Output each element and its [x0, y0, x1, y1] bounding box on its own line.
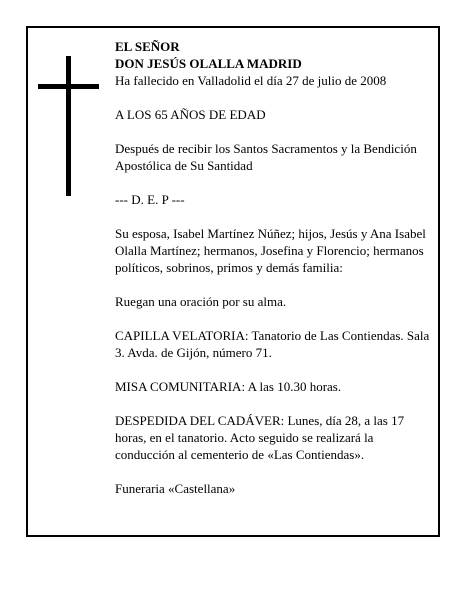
mass-info: MISA COMUNITARIA: A las 10.30 horas.: [115, 379, 342, 394]
cross-vertical-bar: [66, 56, 71, 196]
chapel-info: CAPILLA VELATORIA: Tanatorio de Las Contiendas. Sala 3. Avda. de Gijón, número 71.: [115, 328, 430, 360]
family-text: Su esposa, Isabel Martínez Núñez; hijos, Jesús y Ana Isabel Olalla Martínez; hermanos, Josefina y Florencio; hermanos políticos, sobrinos, primos y demás familia:: [115, 226, 426, 275]
deceased-name: DON JESÚS OLALLA MADRID: [115, 56, 302, 71]
rip-line: --- D. E. P ---: [115, 192, 185, 207]
title-line-1: EL SEÑOR: [115, 39, 180, 54]
age-line: A LOS 65 AÑOS DE EDAD: [115, 107, 266, 122]
sacraments-text: Después de recibir los Santos Sacramentos y la Bendición Apostólica de Su Santidad: [115, 141, 417, 173]
obituary-text: [115, 38, 430, 497]
funeral-home: Funeraria «Castellana»: [115, 481, 236, 496]
cross-horizontal-bar: [38, 84, 99, 89]
death-announcement: Ha fallecido en Valladolid el día 27 de julio de 2008: [115, 73, 387, 88]
prayer-request: Ruegan una oración por su alma.: [115, 294, 287, 309]
farewell-info: DESPEDIDA DEL CADÁVER: Lunes, día 28, a las 17 horas, en el tanatorio. Acto seguido se realizará la conducción al cementerio de «Las Contiendas».: [115, 413, 405, 462]
